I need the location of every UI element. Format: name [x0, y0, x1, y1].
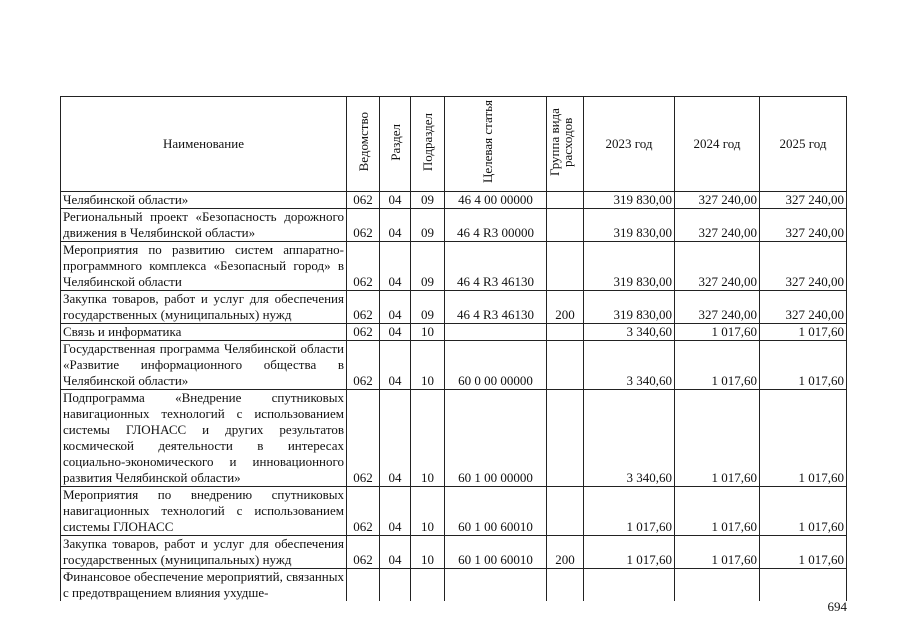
header-expense-group: Группа вида расходов [547, 97, 584, 192]
row-section: 04 [380, 341, 411, 390]
row-section: 04 [380, 242, 411, 291]
table-row [61, 242, 847, 291]
page-number: 694 [827, 599, 847, 614]
table-row [61, 324, 847, 341]
row-dept: 062 [347, 341, 380, 390]
row-dept [347, 569, 380, 602]
row-target-article: 60 1 00 00000 [445, 390, 547, 487]
row-value-2024: 1 017,60 [675, 536, 760, 569]
row-value-2023: 319 830,00 [584, 291, 675, 324]
row-name: Подпрограмма «Внедрение спутниковых навигационных технологий с использованием системы ГЛОНАСС и других результатов космической деятельности в интересах социально-экономического и инновационного развития Челябинской области» [61, 390, 347, 487]
row-dept: 062 [347, 291, 380, 324]
row-target-article: 46 4 R3 00000 [445, 209, 547, 242]
row-value-2023: 1 017,60 [584, 536, 675, 569]
row-dept: 062 [347, 487, 380, 536]
table-row [61, 209, 847, 242]
row-name: Финансовое обеспечение мероприятий, связанных с предотвращением влияния ухудше- [61, 569, 347, 602]
row-target-article: 46 4 00 00000 [445, 192, 547, 209]
table-row [61, 487, 847, 536]
row-section: 04 [380, 487, 411, 536]
header-2024: 2024 год [675, 97, 760, 192]
row-value-2024: 1 017,60 [675, 390, 760, 487]
row-value-2023: 3 340,60 [584, 390, 675, 487]
row-value-2024: 327 240,00 [675, 209, 760, 242]
row-value-2025: 1 017,60 [760, 487, 847, 536]
row-value-2023: 3 340,60 [584, 341, 675, 390]
row-section [380, 569, 411, 602]
table-row [61, 341, 847, 390]
row-value-2025: 327 240,00 [760, 192, 847, 209]
row-subsection: 10 [411, 390, 445, 487]
row-expense-group [547, 341, 584, 390]
row-target-article: 46 4 R3 46130 [445, 291, 547, 324]
row-value-2023: 319 830,00 [584, 192, 675, 209]
header-section: Раздел [380, 97, 411, 192]
row-value-2025: 1 017,60 [760, 341, 847, 390]
table-header-row [61, 97, 847, 192]
row-expense-group [547, 242, 584, 291]
row-value-2023 [584, 569, 675, 602]
row-value-2024: 1 017,60 [675, 487, 760, 536]
row-value-2023: 1 017,60 [584, 487, 675, 536]
row-target-article: 60 0 00 00000 [445, 341, 547, 390]
row-expense-group [547, 569, 584, 602]
row-name: Мероприятия по развитию систем аппаратно-программного комплекса «Безопасный город» в Челябинской области [61, 242, 347, 291]
row-dept: 062 [347, 242, 380, 291]
row-target-article [445, 569, 547, 602]
row-value-2023: 319 830,00 [584, 242, 675, 291]
row-subsection: 09 [411, 242, 445, 291]
table-row [61, 390, 847, 487]
header-subsection: Подраздел [411, 97, 445, 192]
row-value-2024: 1 017,60 [675, 324, 760, 341]
row-value-2024: 327 240,00 [675, 291, 760, 324]
row-dept: 062 [347, 536, 380, 569]
header-name: Наименование [61, 97, 347, 192]
row-value-2025: 327 240,00 [760, 209, 847, 242]
row-name: Государственная программа Челябинской области «Развитие информационного общества в Челябинской области» [61, 341, 347, 390]
header-2023: 2023 год [584, 97, 675, 192]
row-value-2023: 319 830,00 [584, 209, 675, 242]
row-name: Закупка товаров, работ и услуг для обеспечения государственных (муниципальных) нужд [61, 536, 347, 569]
row-name: Региональный проект «Безопасность дорожного движения в Челябинской области» [61, 209, 347, 242]
row-value-2023: 3 340,60 [584, 324, 675, 341]
row-name: Мероприятия по внедрению спутниковых навигационных технологий с использованием системы ГЛОНАСС [61, 487, 347, 536]
row-value-2024: 1 017,60 [675, 341, 760, 390]
row-target-article [445, 324, 547, 341]
row-value-2024 [675, 569, 760, 602]
row-subsection: 09 [411, 291, 445, 324]
row-name: Челябинской области» [61, 192, 347, 209]
row-section: 04 [380, 291, 411, 324]
row-expense-group: 200 [547, 291, 584, 324]
row-value-2025: 327 240,00 [760, 242, 847, 291]
row-value-2025: 327 240,00 [760, 291, 847, 324]
row-dept: 062 [347, 390, 380, 487]
row-subsection [411, 569, 445, 602]
row-expense-group [547, 487, 584, 536]
row-target-article: 60 1 00 60010 [445, 487, 547, 536]
table-row [61, 569, 847, 602]
row-target-article: 60 1 00 60010 [445, 536, 547, 569]
table-row [61, 536, 847, 569]
row-expense-group [547, 209, 584, 242]
row-expense-group [547, 324, 584, 341]
row-subsection: 10 [411, 536, 445, 569]
row-section: 04 [380, 324, 411, 341]
table-row [61, 192, 847, 209]
row-value-2024: 327 240,00 [675, 192, 760, 209]
row-subsection: 09 [411, 209, 445, 242]
header-target-article: Целевая статья [445, 97, 547, 192]
header-dept: Ведомство [347, 97, 380, 192]
row-expense-group: 200 [547, 536, 584, 569]
row-name: Закупка товаров, работ и услуг для обеспечения государственных (муниципальных) нужд [61, 291, 347, 324]
table-row [61, 291, 847, 324]
row-name: Связь и информатика [61, 324, 347, 341]
row-section: 04 [380, 536, 411, 569]
row-value-2024: 327 240,00 [675, 242, 760, 291]
row-dept: 062 [347, 324, 380, 341]
row-subsection: 10 [411, 487, 445, 536]
row-value-2025: 1 017,60 [760, 390, 847, 487]
budget-table [60, 96, 847, 601]
row-value-2025 [760, 569, 847, 602]
row-subsection: 09 [411, 192, 445, 209]
row-section: 04 [380, 209, 411, 242]
row-section: 04 [380, 192, 411, 209]
row-dept: 062 [347, 192, 380, 209]
row-value-2025: 1 017,60 [760, 324, 847, 341]
row-subsection: 10 [411, 341, 445, 390]
row-value-2025: 1 017,60 [760, 536, 847, 569]
header-2025: 2025 год [760, 97, 847, 192]
row-dept: 062 [347, 209, 380, 242]
row-section: 04 [380, 390, 411, 487]
row-expense-group [547, 390, 584, 487]
row-expense-group [547, 192, 584, 209]
row-subsection: 10 [411, 324, 445, 341]
row-target-article: 46 4 R3 46130 [445, 242, 547, 291]
